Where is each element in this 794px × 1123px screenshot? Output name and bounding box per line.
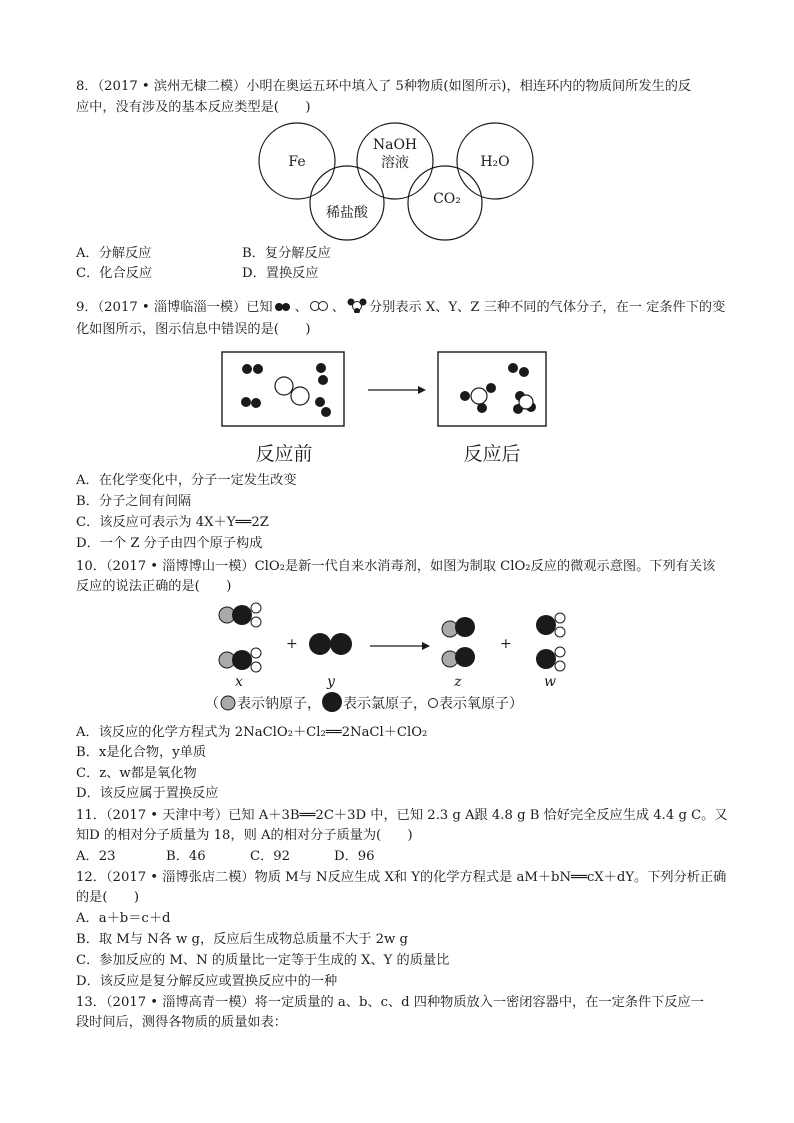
q12-stem-line1: 12．（2017 • 淄博张店二模）物质 M与 N反应生成 X和 Y的化学方程式是 aM＋bN══cX＋dY。下列分析正确 [76,870,727,885]
olympic-rings-figure [255,121,555,241]
molecule-z-top [442,617,475,637]
q10-option-d: D．该反应属于置换反应 [76,786,219,801]
q11-option-a: A．23 [76,849,116,864]
q11-option-d: D．96 [334,849,375,864]
q10-option-b: B．x是化合物，y单质 [76,745,207,760]
q8-option-a: A．分解反应 [76,246,152,261]
q10-option-a: A．该反应的化学方程式为 2NaClO₂＋Cl₂══2NaCl＋ClO₂ [76,725,428,740]
q9-stem-line1 [76,297,725,318]
q12-option-b: B．取 M与 N各 w g，反应后生成物总质量不大于 2w g [76,932,408,947]
reaction-diagram-q10 [210,598,590,690]
q13-stem-line1: 13．（2017 • 淄博高青一模）将一定质量的 a、b、c、d 四种物质放入一密闭容器中，在一定条件下反应一 [76,995,704,1010]
ring-co2-label: CO₂ [433,191,461,207]
q9-option-a: A．在化学变化中，分子一定发生改变 [76,473,297,488]
ring-h2o-label: H₂O [480,154,510,170]
q12-stem-line2: 的是( ) [76,890,140,905]
molecule-y-icon [308,300,332,312]
label-y: y [327,674,335,690]
ring-fe-label: Fe [288,154,306,170]
legend-open: （ [205,696,219,712]
q13-stem-line2: 段时间后，测得各物质的质量如表： [76,1015,287,1030]
q11-stem-line2: 知D 的相对分子质量为 18，则 A的相对分子质量为( ) [76,828,413,843]
q8-option-d: D．置换反应 [242,266,319,281]
ring-naoh-label-2: 溶液 [381,155,409,171]
label-x: x [235,674,243,690]
molecule-x-top [219,603,261,627]
molecule-x-bottom [219,648,261,672]
oxygen-atom-icon [427,697,439,709]
q9-sep-1: 、 [294,300,308,315]
q9-stem-suffix: 分别表示 X、Y、Z 三种不同的气体分子，在一 定条件下的变 [368,300,726,315]
q10-stem-line1: 10．（2017 • 淄博博山一模）ClO₂是新一代自来水消毒剂，如图为制取 ClO₂反应的微观示意图。下列有关该 [76,559,716,574]
q9-stem-line2: 化如图所示，图示信息中错误的是( ) [76,322,311,337]
ring-hcl-label: 稀盐酸 [326,205,368,221]
q11-stem-line1: 11．（2017 • 天津中考）已知 A＋3B══2C＋3D 中，已知 2.3 g A跟 4.8 g B 恰好完全反应生成 4.4 g C。又 [76,808,728,823]
q10-legend [205,692,523,714]
q9-sep-2: 、 [331,300,345,315]
label-before: 反应前 [255,443,313,465]
chlorine-atom-icon [321,692,343,712]
legend-sodium: 表示钠原子， [237,696,321,712]
ring-naoh-label-1: NaOH [372,137,418,153]
q8-option-b: B．复分解反应 [242,246,331,261]
label-z: z [454,674,462,690]
molecule-x-icon [273,300,295,312]
q10-option-c: C．z、w都是氧化物 [76,766,197,781]
q8-option-c: C．化合反应 [76,266,153,281]
q9-option-c: C．该反应可表示为 4X＋Y══2Z [76,515,269,530]
q8-stem-line1: 8．（2017 • 滨州无棣二模）小明在奥运五环中填入了 5种物质(如图所示)，相连环内的物质间所发生的反 [76,79,692,94]
q8-stem-line2: 应中，没有涉及的基本反应类型是( ) [76,100,311,115]
molecule-y [309,633,352,655]
molecule-z-icon [345,297,369,313]
legend-oxygen: 表示氧原子） [439,696,523,712]
sodium-atom-icon [219,695,237,711]
q10-stem-line2: 反应的说法正确的是( ) [76,579,232,594]
label-after: 反应后 [463,443,521,465]
q12-option-d: D．该反应是复分解反应或置换反应中的一种 [76,974,338,989]
plus-sign-1: + [286,636,298,652]
reaction-diagram-q9 [220,350,550,470]
ring-hcl [310,166,384,240]
q12-option-a: A．a＋b＝c＋d [76,911,171,926]
q9-option-b: B．分子之间有间隔 [76,494,192,509]
molecule-w-top [536,613,565,637]
q11-option-c: C．92 [250,849,291,864]
molecule-w-bottom [536,647,565,671]
plus-sign-2: + [500,636,512,652]
q9-option-d: D．一个 Z 分子由四个原子构成 [76,536,263,551]
q11-option-b: B．46 [166,849,206,864]
q9-stem-prefix: 9．（2017 • 淄博临淄一模）已知 [76,300,273,315]
label-w: w [544,674,556,690]
q12-option-c: C．参加反应的 M、N 的质量比一定等于生成的 X、Y 的质量比 [76,953,450,968]
legend-chlorine: 表示氯原子， [343,696,427,712]
molecule-z-bottom [442,647,475,667]
